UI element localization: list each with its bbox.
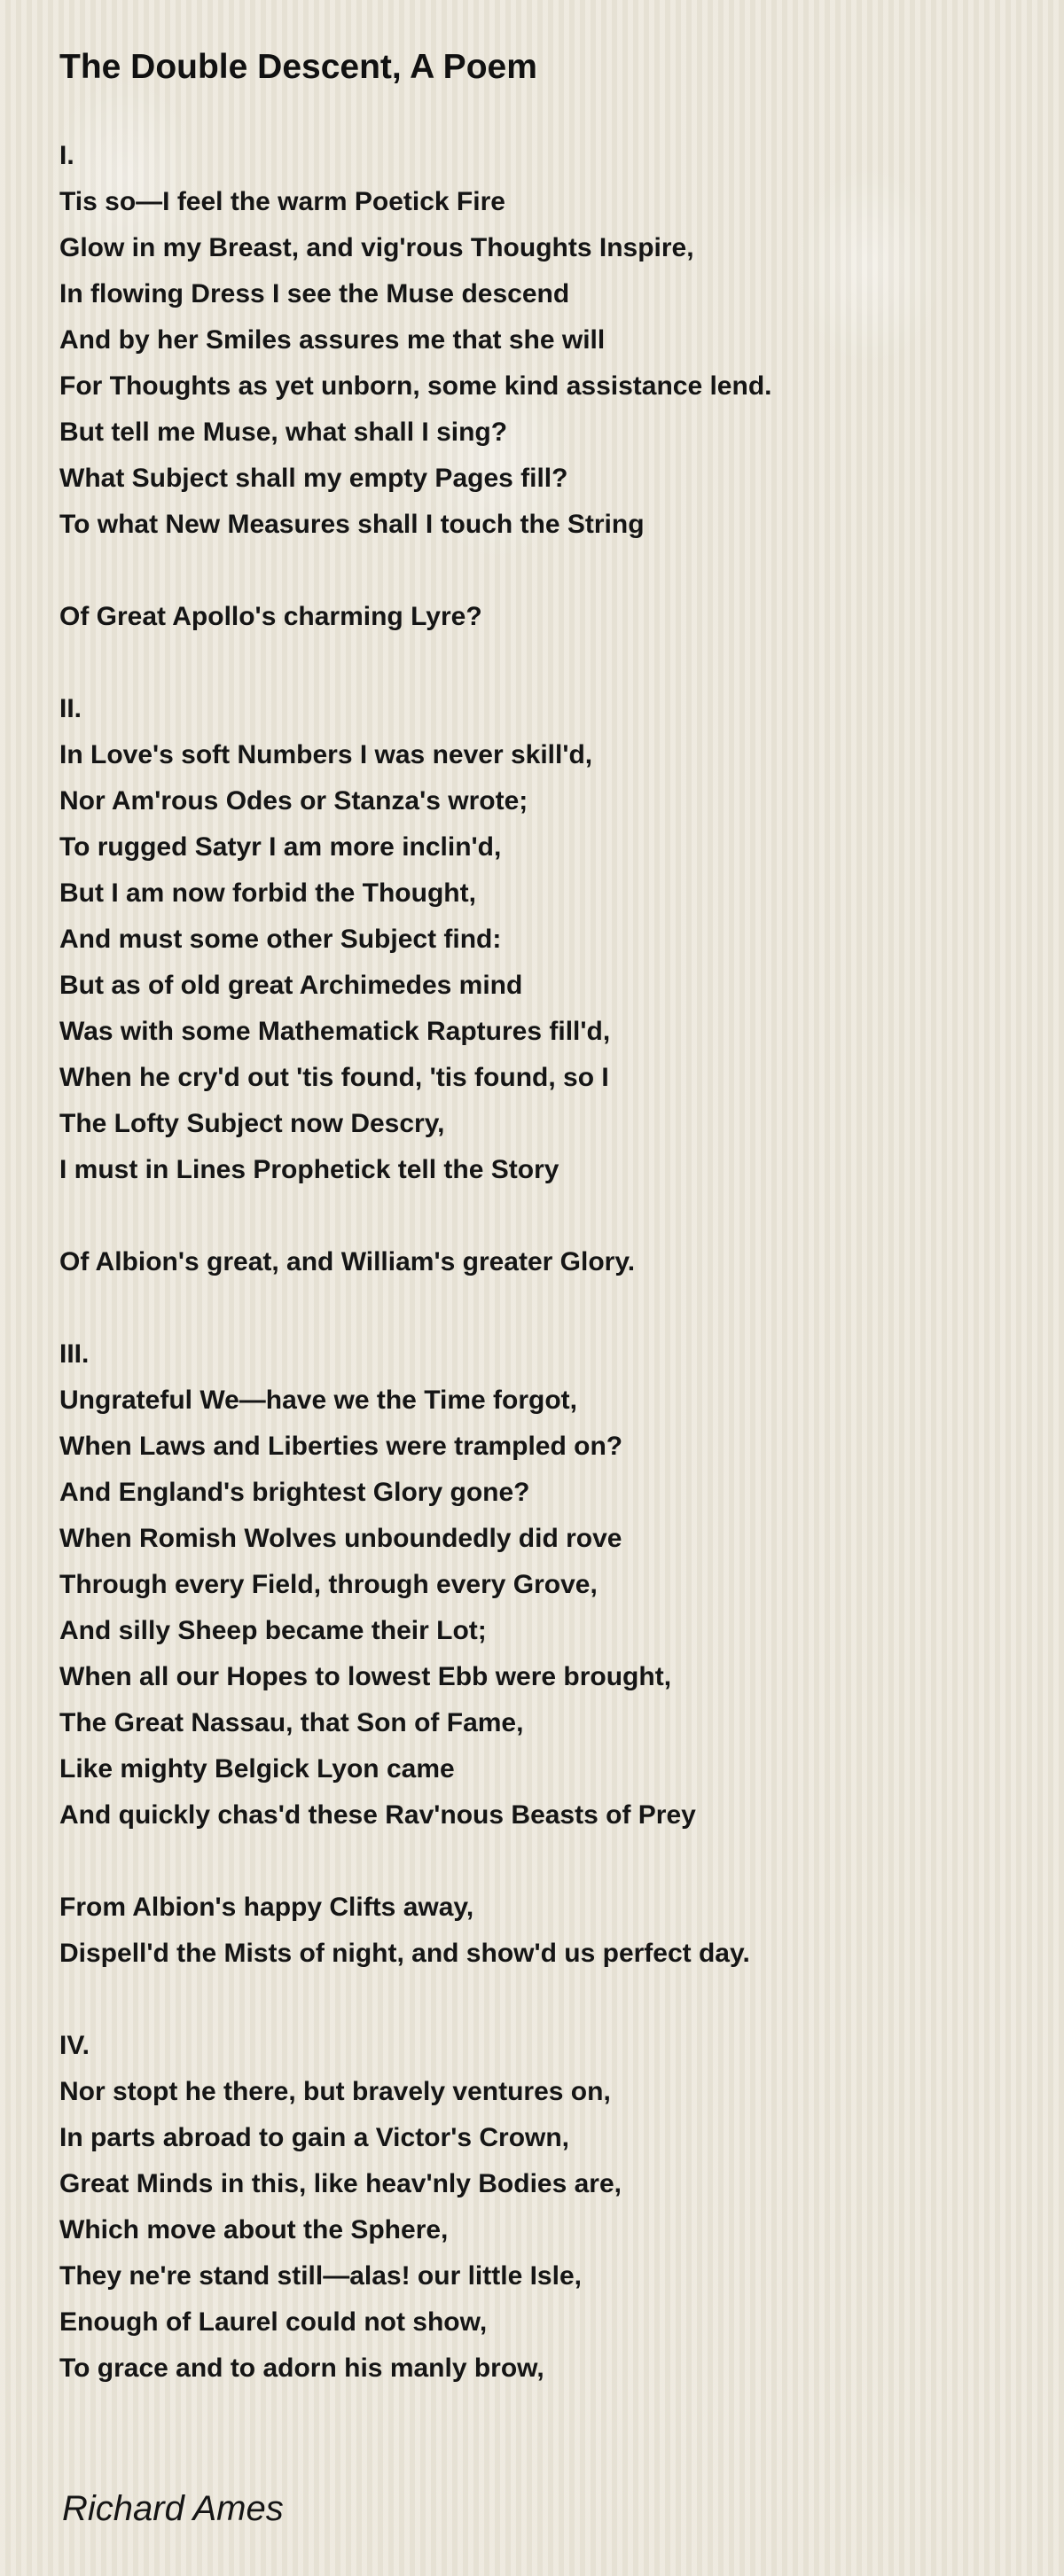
poem-line: And by her Smiles assures me that she will	[59, 325, 606, 355]
poem-line: The Lofty Subject now Descry,	[59, 1109, 445, 1138]
poem-line: And quickly chas'd these Rav'nous Beasts of Prey	[59, 1800, 696, 1830]
poem-line: And silly Sheep became their Lot;	[59, 1616, 487, 1645]
poem-line: To rugged Satyr I am more inclin'd,	[59, 832, 502, 862]
poem-line: Tis so—I feel the warm Poetick Fire	[59, 187, 505, 216]
poem-line: What Subject shall my empty Pages fill?	[59, 464, 568, 493]
poem-line: Nor stopt he there, but bravely ventures on,	[59, 2077, 611, 2106]
stanza-gap	[59, 1285, 1035, 1331]
stanza-gap	[59, 640, 1035, 686]
poem-line: When Romish Wolves unboundedly did rove	[59, 1524, 622, 1553]
poem-line: Of Great Apollo's charming Lyre?	[59, 602, 482, 631]
poem-line: And England's brightest Glory gone?	[59, 1478, 530, 1507]
stanza-gap	[59, 1193, 1035, 1239]
poem-line: And must some other Subject find:	[59, 925, 502, 954]
poem-line: But as of old great Archimedes mind	[59, 971, 523, 1000]
poem-line: Great Minds in this, like heav'nly Bodies are,	[59, 2169, 622, 2198]
stanza-number: II.	[59, 694, 82, 723]
poem-line: To grace and to adorn his manly brow,	[59, 2354, 544, 2383]
poem-line: In Love's soft Numbers I was never skill'd,	[59, 740, 593, 769]
poem-line: Was with some Mathematick Raptures fill'd,	[59, 1017, 611, 1046]
stanza-gap	[59, 548, 1035, 594]
poem-line: When all our Hopes to lowest Ebb were brought,	[59, 1662, 672, 1691]
poem-line: When Laws and Liberties were trampled on?	[59, 1432, 623, 1461]
poem-line: Nor Am'rous Odes or Stanza's wrote;	[59, 786, 528, 816]
poem-line: To what New Measures shall I touch the String	[59, 510, 645, 539]
poem-line: They ne're stand still—alas! our little Isle,	[59, 2261, 582, 2291]
poem-title: The Double Descent, A Poem	[59, 48, 537, 86]
poem-line: In parts abroad to gain a Victor's Crown,	[59, 2123, 570, 2152]
stanza-gap	[59, 1977, 1035, 2023]
stanza-number: I.	[59, 141, 74, 170]
poem-line: But I am now forbid the Thought,	[59, 878, 476, 908]
poem-line: From Albion's happy Clifts away,	[59, 1893, 474, 1922]
poem-line: Ungrateful We—have we the Time forgot,	[59, 1386, 577, 1415]
poem-line: Of Albion's great, and William's greater Glory.	[59, 1247, 636, 1276]
poem-line: Through every Field, through every Grove,	[59, 1570, 598, 1599]
poem-line: But tell me Muse, what shall I sing?	[59, 418, 508, 447]
poem-line: Glow in my Breast, and vig'rous Thoughts Inspire,	[59, 233, 694, 262]
poem-line: Enough of Laurel could not show,	[59, 2307, 488, 2337]
poem-author: Richard Ames	[62, 2489, 284, 2528]
stanza-number: III.	[59, 1339, 90, 1369]
poem-line: Like mighty Belgick Lyon came	[59, 1754, 455, 1784]
poem-line: Dispell'd the Mists of night, and show'd us perfect day.	[59, 1939, 750, 1968]
poem-line: For Thoughts as yet unborn, some kind assistance lend.	[59, 371, 772, 401]
poem-line: Which move about the Sphere,	[59, 2215, 449, 2244]
poem-line: When he cry'd out 'tis found, 'tis found, so I	[59, 1063, 609, 1092]
stanza-gap	[59, 1838, 1035, 1885]
poem-line: In flowing Dress I see the Muse descend	[59, 279, 570, 308]
poem-body	[59, 133, 1035, 2392]
poem-line: The Great Nassau, that Son of Fame,	[59, 1708, 524, 1737]
poem-line: I must in Lines Prophetick tell the Story	[59, 1155, 559, 1184]
stanza-number: IV.	[59, 2031, 90, 2060]
